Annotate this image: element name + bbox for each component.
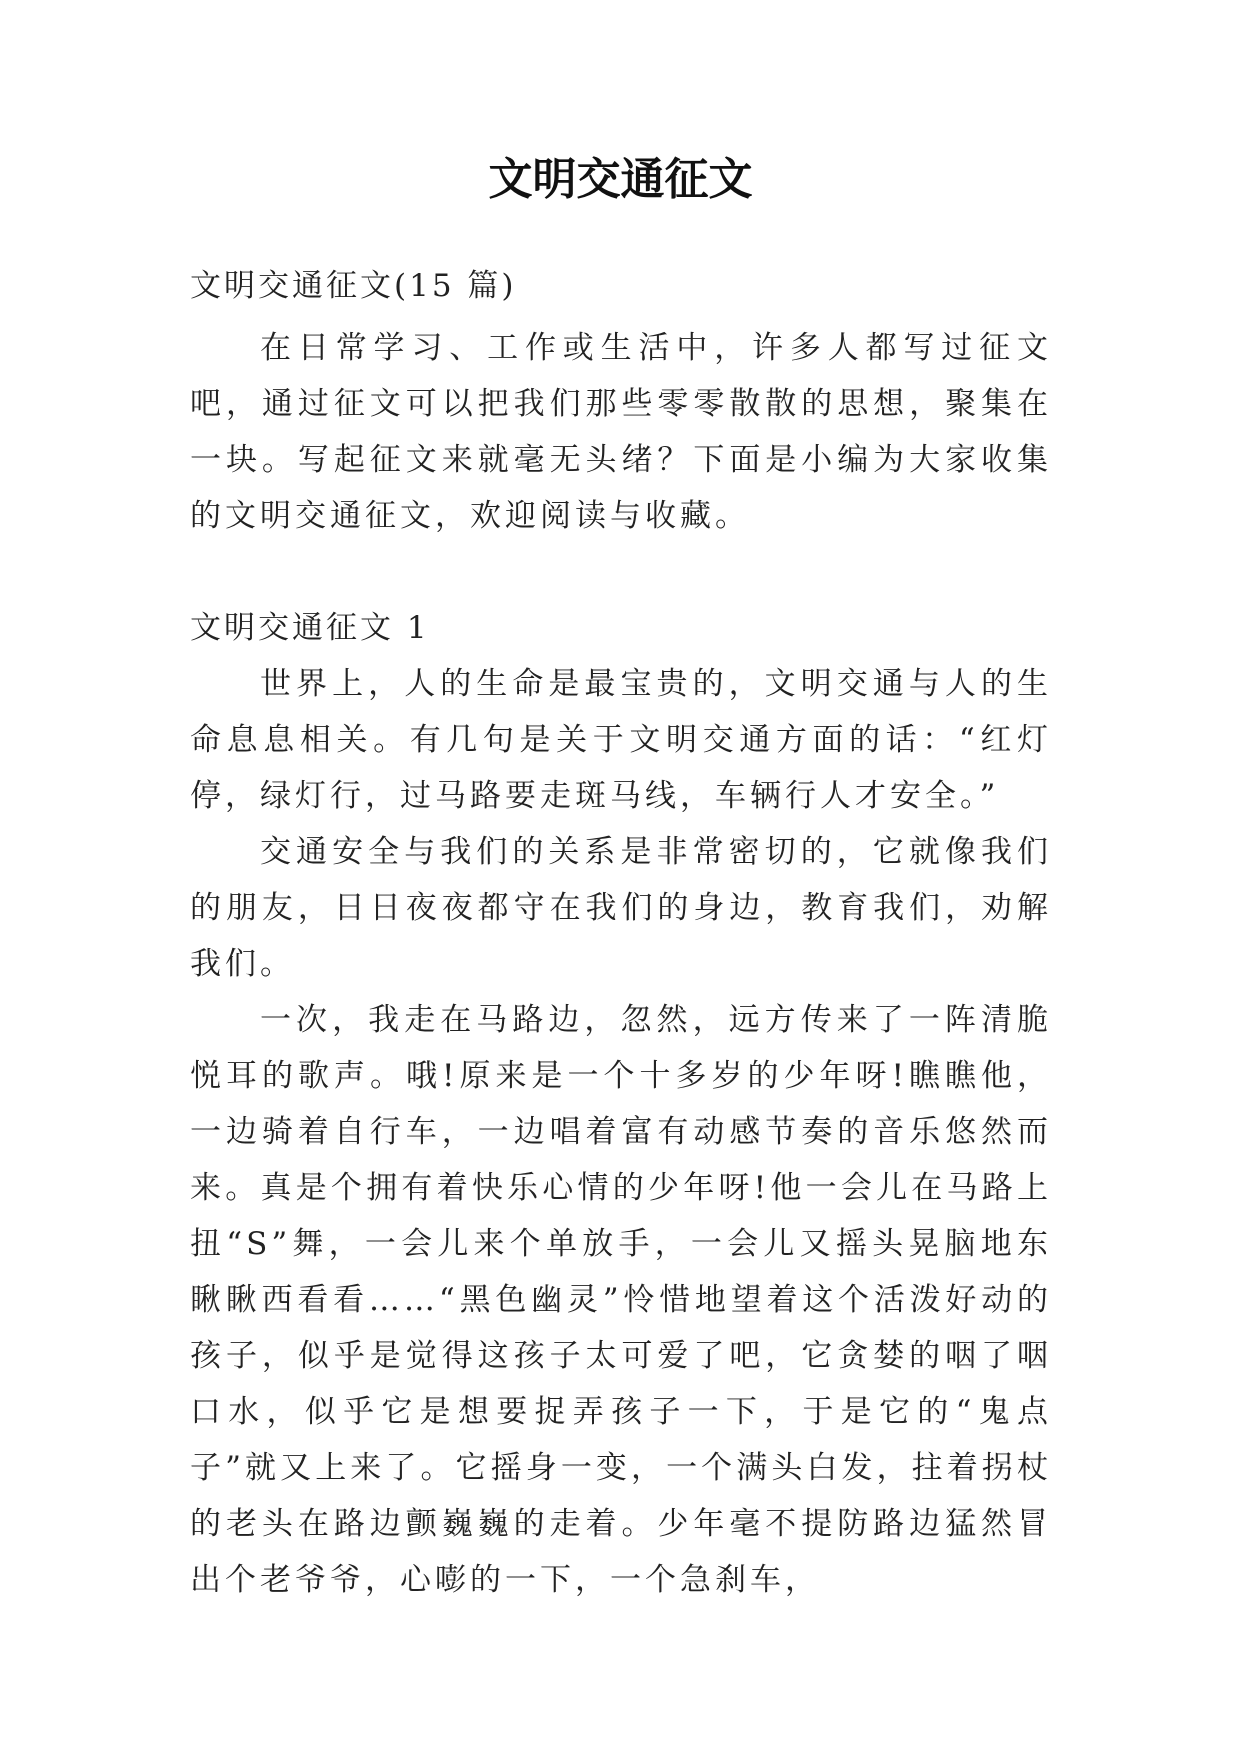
intro-paragraph: 在日常学习、工作或生活中，许多人都写过征文吧，通过征文可以把我们那些零零散散的思想，聚集在一块。写起征文来就毫无头绪？下面是小编为大家收集的文明交通征文，欢迎阅读与收藏。: [190, 330, 1052, 534]
body-paragraph-1: 世界上，人的生命是最宝贵的，文明交通与人的生命息息相关。有几句是关于文明交通方面的话：“红灯停，绿灯行，过马路要走斑马线，车辆行人才安全。”: [190, 666, 1052, 814]
section-spacer: [190, 544, 1052, 600]
document-title: 文明交通征文: [488, 154, 753, 205]
body-paragraph-2: 交通安全与我们的关系是非常密切的，它就像我们的朋友，日日夜夜都守在我们的身边，教育我们，劝解我们。: [190, 834, 1052, 982]
section-heading: 文明交通征文 1: [190, 610, 430, 646]
body-paragraph-3: 一次，我走在马路边，忽然，远方传来了一阵清脆悦耳的歌声。哦!原来是一个十多岁的少年呀!瞧瞧他，一边骑着自行车，一边唱着富有动感节奏的音乐悠然而来。真是个拥有着快乐心情的少年呀!他一会儿在马路上扭“S”舞，一会儿来个单放手，一会儿又摇头晃脑地东瞅瞅西看看……“黑色幽灵”怜惜地望着这个活泼好动的孩子，似乎是觉得这孩子太可爱了吧，它贪婪的咽了咽口水，似乎它是想要捉弄孩子一下，于是它的“鬼点子”就又上来了。它摇身一变，一个满头白发，拄着拐杖的老头在路边颤巍巍的走着。少年毫不提防路边猛然冒出个老爷爷，心嘭的一下，一个急刹车，: [190, 1002, 1052, 1598]
document-subtitle: 文明交通征文(15 篇): [190, 268, 517, 304]
document-body: [190, 258, 1052, 1608]
